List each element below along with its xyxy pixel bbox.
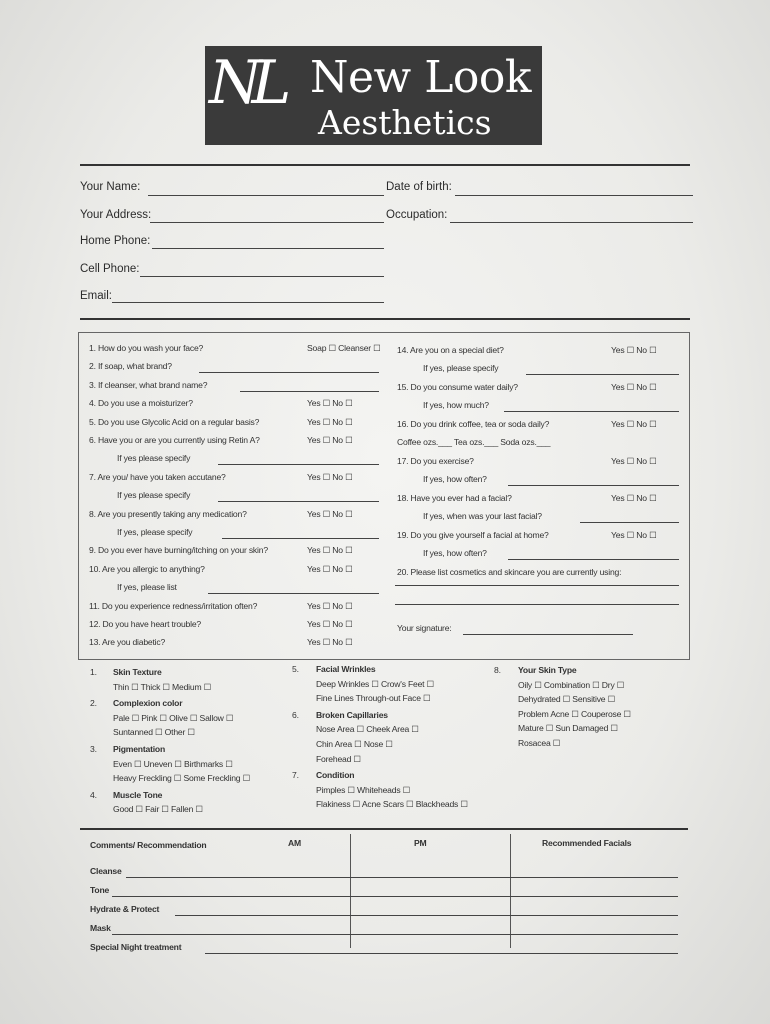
signature-line[interactable] xyxy=(463,634,633,635)
section-number: 5. xyxy=(292,664,299,674)
question-text: If yes, please list xyxy=(117,582,177,593)
answer-line[interactable] xyxy=(580,522,679,523)
section-heading: Muscle Tone xyxy=(113,789,163,800)
treatment-row-line[interactable] xyxy=(175,915,678,916)
question-text: If yes please specify xyxy=(117,453,191,464)
am-header: AM xyxy=(288,838,301,848)
section-heading: Broken Capillaries xyxy=(316,709,388,720)
treatment-row-line[interactable] xyxy=(112,896,678,897)
treatment-row-label: Mask xyxy=(90,923,111,933)
logo-line1: New Look xyxy=(310,52,532,103)
comments-table xyxy=(80,828,688,950)
logo xyxy=(205,46,542,145)
answer-line[interactable] xyxy=(218,501,379,502)
answer-checkboxes[interactable]: Yes ☐ No ☐ xyxy=(307,416,353,427)
section-number: 2. xyxy=(90,698,97,709)
option-checkboxes[interactable]: Nose Area ☐ Cheek Area ☐ xyxy=(316,724,419,735)
question-text: 14. Are you on a special diet? xyxy=(397,345,504,355)
option-checkboxes[interactable]: Problem Acne ☐ Couperose ☐ xyxy=(518,708,631,719)
email-label: Email: xyxy=(80,290,112,302)
question-text: 2. If soap, what brand? xyxy=(89,361,172,372)
answer-checkboxes[interactable]: Yes ☐ No ☐ xyxy=(611,493,657,503)
answer-line[interactable] xyxy=(218,464,379,465)
answer-checkboxes[interactable]: Yes ☐ No ☐ xyxy=(307,637,353,648)
address-label: Your Address: xyxy=(80,209,152,221)
column-divider xyxy=(510,834,511,948)
question-text: 7. Are you/ have you taken accutane? xyxy=(89,471,226,482)
answer-checkboxes[interactable]: Yes ☐ No ☐ xyxy=(611,419,657,429)
name-field[interactable] xyxy=(148,195,384,196)
answer-checkboxes[interactable]: Yes ☐ No ☐ xyxy=(307,398,353,409)
section-heading: Skin Texture xyxy=(113,667,162,677)
answer-checkboxes[interactable]: Yes ☐ No ☐ xyxy=(307,545,353,556)
question-text: 11. Do you experience redness/irritation often? xyxy=(89,600,258,611)
answer-line[interactable] xyxy=(208,593,379,594)
option-checkboxes[interactable]: Rosacea ☐ xyxy=(518,738,561,748)
section-heading: Pigmentation xyxy=(113,744,166,754)
cell-phone-label: Cell Phone: xyxy=(80,263,140,275)
question-text: If yes, how often? xyxy=(423,548,487,558)
option-checkboxes[interactable]: Mature ☐ Sun Damaged ☐ xyxy=(518,723,618,734)
question-text: 12. Do you have heart trouble? xyxy=(89,619,202,629)
option-checkboxes[interactable]: Heavy Freckling ☐ Some Freckling ☐ xyxy=(113,773,251,784)
answer-checkboxes[interactable]: Yes ☐ No ☐ xyxy=(307,435,353,445)
question-text: If yes, how much? xyxy=(423,400,489,410)
cell-phone-field[interactable] xyxy=(140,276,384,277)
dob-field[interactable] xyxy=(455,195,693,196)
question-text: 18. Have you ever had a facial? xyxy=(397,493,512,503)
question-text: If yes, how often? xyxy=(423,474,487,484)
question-text: 10. Are you allergic to anything? xyxy=(89,563,205,574)
option-checkboxes[interactable]: Flakiness ☐ Acne Scars ☐ Blackheads ☐ xyxy=(316,799,468,810)
cosmetics-line[interactable] xyxy=(395,604,679,605)
header-rule xyxy=(80,164,690,166)
section-number: 4. xyxy=(90,789,97,800)
logo-line2: Aesthetics xyxy=(318,103,492,142)
treatment-row-line[interactable] xyxy=(205,953,678,954)
recommended-facials-header: Recommended Facials xyxy=(542,838,632,848)
health-questionnaire xyxy=(78,332,690,660)
question-text: 15. Do you consume water daily? xyxy=(397,382,518,392)
answer-checkboxes[interactable]: Yes ☐ No ☐ xyxy=(307,508,353,519)
option-checkboxes[interactable]: Pimples ☐ Whiteheads ☐ xyxy=(316,784,411,795)
treatment-row-label: Hydrate & Protect xyxy=(90,904,160,914)
section-heading: Your Skin Type xyxy=(518,665,577,675)
question-text: If yes, please specify xyxy=(423,363,499,373)
answer-checkboxes[interactable]: Yes ☐ No ☐ xyxy=(611,456,657,466)
question-text: 1. How do you wash your face? xyxy=(89,343,204,353)
occupation-label: Occupation: xyxy=(386,209,448,221)
treatment-row-label: Tone xyxy=(90,885,110,895)
section-rule xyxy=(80,318,690,320)
section-number: 3. xyxy=(90,744,97,754)
option-checkboxes[interactable]: Thin ☐ Thick ☐ Medium ☐ xyxy=(113,681,212,692)
question-text: 13. Are you diabetic? xyxy=(89,637,166,648)
answer-line[interactable] xyxy=(504,411,680,412)
option-checkboxes[interactable]: Dehydrated ☐ Sensitive ☐ xyxy=(518,694,616,705)
treatment-row-label: Special Night treatment xyxy=(90,942,182,952)
question-text: 6. Have you or are you currently using Retin A? xyxy=(89,435,260,445)
option-checkboxes[interactable]: Forehead ☐ xyxy=(316,753,361,764)
question-text: Your signature: xyxy=(397,623,452,633)
answer-line[interactable] xyxy=(199,372,379,373)
dob-label: Date of birth: xyxy=(386,181,452,193)
answer-checkboxes[interactable]: Soap ☐ Cleanser ☐ xyxy=(307,343,381,353)
option-checkboxes[interactable]: Deep Wrinkles ☐ Crow's Feet ☐ xyxy=(316,678,435,689)
answer-checkboxes[interactable]: Yes ☐ No ☐ xyxy=(611,382,657,392)
section-number: 8. xyxy=(494,665,501,675)
answer-checkboxes[interactable]: Yes ☐ No ☐ xyxy=(307,471,353,482)
question-text: 4. Do you use a moisturizer? xyxy=(89,398,193,409)
option-checkboxes[interactable]: Oily ☐ Combination ☐ Dry ☐ xyxy=(518,679,625,690)
section-number: 6. xyxy=(292,709,299,720)
question-text: 8. Are you presently taking any medication? xyxy=(89,508,247,519)
answer-line[interactable] xyxy=(508,485,679,486)
question-text: 3. If cleanser, what brand name? xyxy=(89,379,208,390)
logo-monogram: NL xyxy=(209,48,282,118)
answer-checkboxes[interactable]: Yes ☐ No ☐ xyxy=(307,619,353,629)
home-phone-field[interactable] xyxy=(152,248,384,249)
option-checkboxes[interactable]: Suntanned ☐ Other ☐ xyxy=(113,727,195,738)
question-text: 9. Do you ever have burning/itching on your skin? xyxy=(89,545,268,556)
question-text: If yes, please specify xyxy=(117,527,193,537)
answer-line[interactable] xyxy=(508,559,679,560)
section-number: 1. xyxy=(90,667,97,677)
option-checkboxes[interactable]: Pale ☐ Pink ☐ Olive ☐ Sallow ☐ xyxy=(113,712,234,723)
answer-line[interactable] xyxy=(526,374,679,375)
email-field[interactable] xyxy=(112,302,384,303)
section-heading: Complexion color xyxy=(113,698,183,709)
question-text: 19. Do you give yourself a facial at home? xyxy=(397,530,549,540)
answer-checkboxes[interactable]: Yes ☐ No ☐ xyxy=(611,345,657,355)
treatment-row-line[interactable] xyxy=(112,934,678,935)
question-text: 17. Do you exercise? xyxy=(397,456,474,466)
address-field[interactable] xyxy=(150,222,384,223)
column-divider xyxy=(350,834,351,948)
treatment-row-label: Cleanse xyxy=(90,866,122,876)
section-heading: Facial Wrinkles xyxy=(316,664,376,674)
option-checkboxes[interactable]: Even ☐ Uneven ☐ Birthmarks ☐ xyxy=(113,758,233,769)
question-text: If yes, when was your last facial? xyxy=(423,511,542,521)
option-checkboxes[interactable]: Fine Lines Through-out Face ☐ xyxy=(316,693,431,704)
option-checkboxes[interactable]: Good ☐ Fair ☐ Fallen ☐ xyxy=(113,804,203,815)
question-text: 20. Please list cosmetics and skincare you are currently using: xyxy=(397,567,622,577)
question-text: If yes please specify xyxy=(117,490,191,501)
question-text: 16. Do you drink coffee, tea or soda daily? xyxy=(397,419,550,429)
comments-header: Comments/ Recommendation xyxy=(90,840,207,850)
answer-checkboxes[interactable]: Yes ☐ No ☐ xyxy=(307,600,353,611)
section-number: 7. xyxy=(292,770,299,781)
option-checkboxes[interactable]: Chin Area ☐ Nose ☐ xyxy=(316,739,393,749)
cosmetics-line[interactable] xyxy=(395,585,679,586)
home-phone-label: Home Phone: xyxy=(80,235,151,247)
answer-checkboxes[interactable]: Yes ☐ No ☐ xyxy=(611,530,657,540)
section-heading: Condition xyxy=(316,770,355,781)
question-text: 5. Do you use Glycolic Acid on a regular basis? xyxy=(89,416,260,427)
answer-checkboxes[interactable]: Yes ☐ No ☐ xyxy=(307,563,353,574)
name-label: Your Name: xyxy=(80,181,141,193)
pm-header: PM xyxy=(414,838,427,848)
question-text: Coffee ozs.___ Tea ozs.___ Soda ozs.___ xyxy=(397,437,551,447)
treatment-row-line[interactable] xyxy=(126,877,678,878)
occupation-field[interactable] xyxy=(450,222,693,223)
answer-line[interactable] xyxy=(222,538,379,539)
answer-line[interactable] xyxy=(240,391,379,392)
